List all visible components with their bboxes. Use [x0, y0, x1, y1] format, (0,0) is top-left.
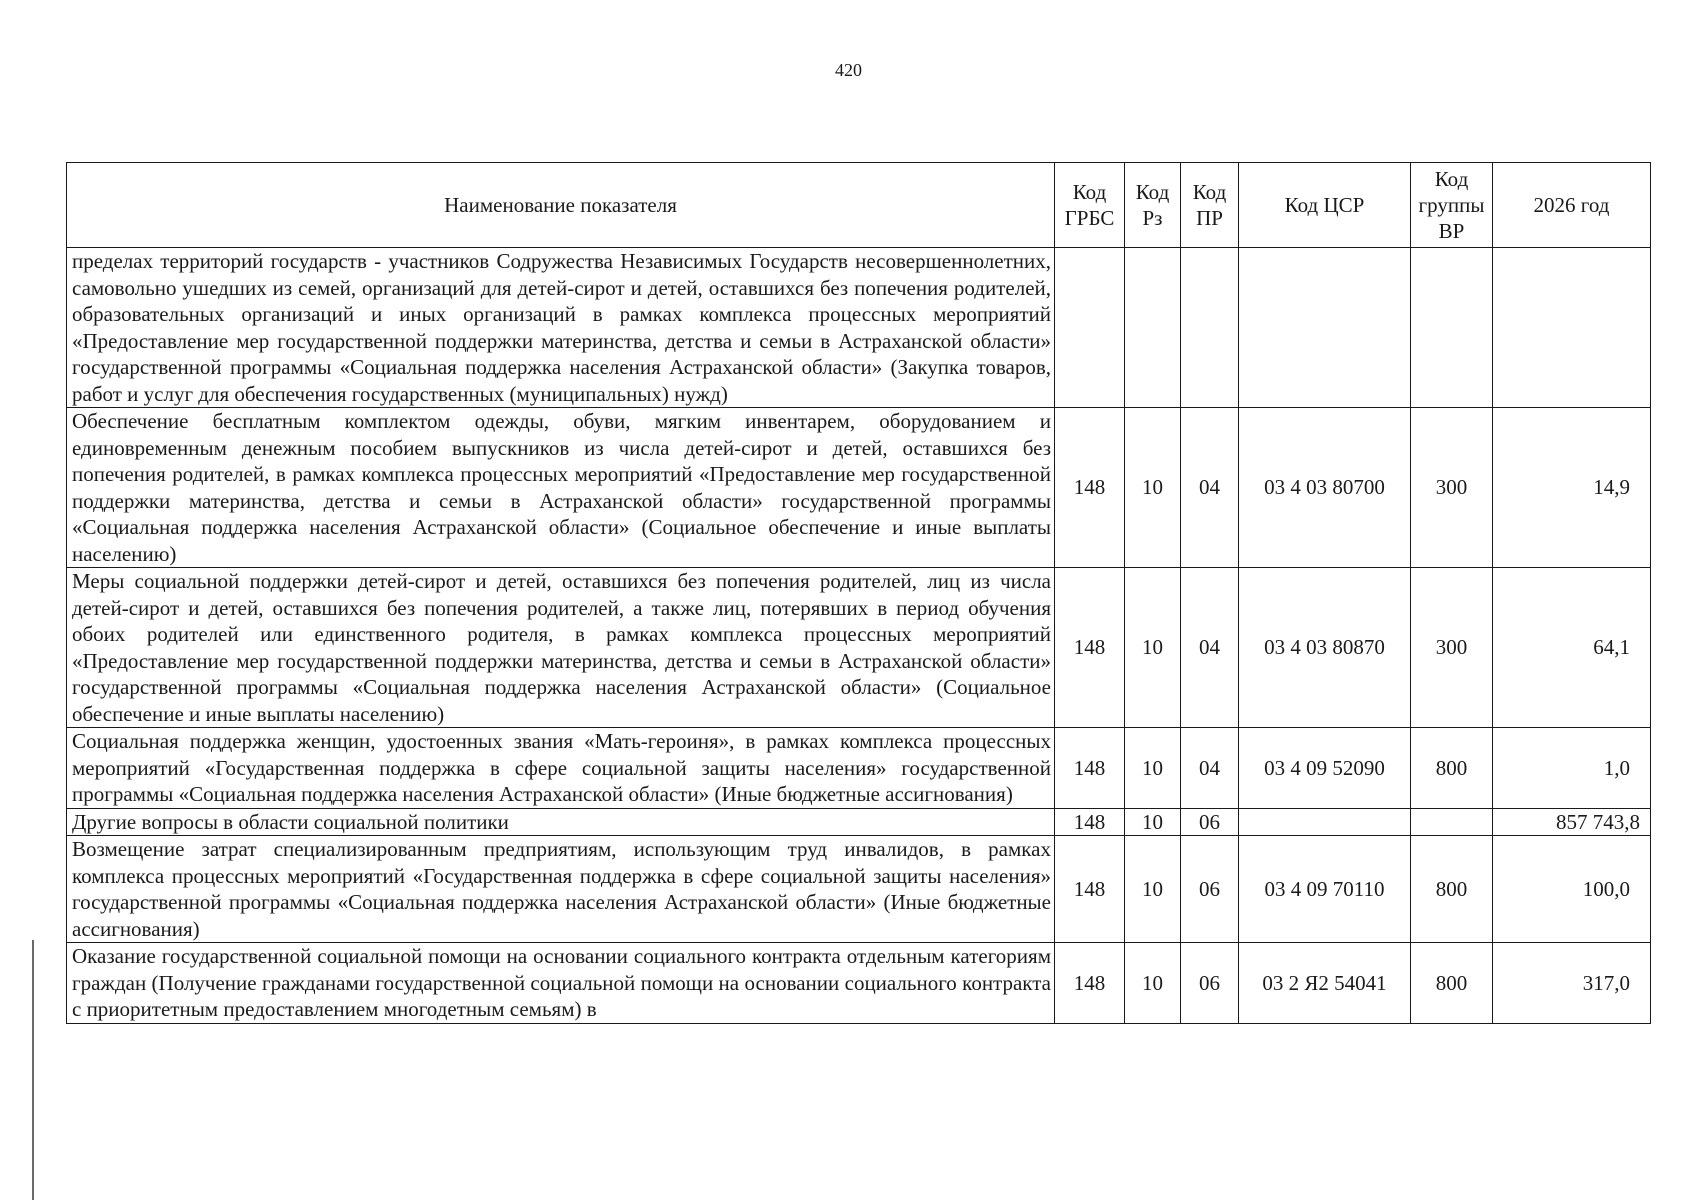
- row-rz-cell: 10: [1125, 808, 1181, 836]
- row-amount-cell: 14,9: [1493, 408, 1651, 568]
- page-number: 420: [835, 60, 862, 80]
- header-csr: Код ЦСР: [1239, 163, 1411, 248]
- row-name-cell: пределах территорий государств - участников Содружества Независимых Государств несовершеннолетних, самовольно ушедших из семей, организаций для детей-сирот и детей, оставшихся без попечения родителей, образовательных организаций и иных организаций в рамках комплекса процессных мероприятий «Предоставление мер государственной поддержки материнства, детства и семьи в Астраханской области» государственной программы «Социальная поддержка населения Астраханской области» (Закупка товаров, работ и услуг для обеспечения государственных (муниципальных) нужд): [67, 248, 1055, 408]
- row-rz-cell: 10: [1125, 728, 1181, 809]
- header-vr: Код группы ВР: [1411, 163, 1493, 248]
- section-name-cell: Другие вопросы в области социальной политики: [67, 808, 1055, 836]
- row-pr-cell: 06: [1181, 808, 1239, 836]
- row-rz-cell: 10: [1125, 408, 1181, 568]
- row-grbs-cell: 148: [1055, 568, 1125, 728]
- row-vr-cell: 800: [1411, 728, 1493, 809]
- row-pr-cell: 04: [1181, 568, 1239, 728]
- section-amount-cell: 857 743,8: [1493, 808, 1651, 836]
- table-row-section: [67, 808, 1651, 836]
- row-name-cell: Социальная поддержка женщин, удостоенных звания «Мать-героиня», в рамках комплекса процессных мероприятий «Государственная поддержка в сфере социальной защиты населения» государственной программы «Социальная поддержка населения Астраханской области» (Иные бюджетные ассигнования): [67, 728, 1055, 809]
- row-vr-cell: 300: [1411, 568, 1493, 728]
- row-csr-cell: 03 4 03 80870: [1239, 568, 1411, 728]
- table-header-row: [67, 163, 1651, 248]
- scan-edge-mark: [32, 940, 34, 1200]
- header-rz: Код Рз: [1125, 163, 1181, 248]
- header-name: Наименование показателя: [67, 163, 1055, 248]
- row-grbs-cell: 148: [1055, 728, 1125, 809]
- row-name-cell: Меры социальной поддержки детей-сирот и детей, оставшихся без попечения родителей, лиц из числа детей-сирот и детей, оставшихся без попечения родителей, а также лиц, потерявших в период обучения обоих родителей или единственного родителя, в рамках комплекса процессных мероприятий «Предоставление мер государственной поддержки материнства, детства и семьи в Астраханской области» государственной программы «Социальная поддержка населения Астраханской области» (Социальное обеспечение и иные выплаты населению): [67, 568, 1055, 728]
- table-row: [67, 728, 1651, 809]
- row-vr-cell: 800: [1411, 943, 1493, 1024]
- table-row: [67, 836, 1651, 943]
- row-vr-cell: 800: [1411, 836, 1493, 943]
- row-rz-cell: [1125, 248, 1181, 408]
- row-rz-cell: 10: [1125, 568, 1181, 728]
- budget-table: [66, 162, 1651, 1024]
- row-amount-cell: 100,0: [1493, 836, 1651, 943]
- row-vr-cell: [1411, 808, 1493, 836]
- row-grbs-cell: [1055, 248, 1125, 408]
- row-csr-cell: [1239, 248, 1411, 408]
- table-row: [67, 568, 1651, 728]
- row-rz-cell: 10: [1125, 836, 1181, 943]
- table-row: [67, 408, 1651, 568]
- row-grbs-cell: 148: [1055, 836, 1125, 943]
- row-pr-cell: 04: [1181, 408, 1239, 568]
- row-grbs-cell: 148: [1055, 408, 1125, 568]
- row-rz-cell: 10: [1125, 943, 1181, 1024]
- row-name-cell: Обеспечение бесплатным комплектом одежды, обуви, мягким инвентарем, оборудованием и единовременным денежным пособием выпускников из числа детей-сирот и детей, оставшихся без попечения родителей, в рамках комплекса процессных мероприятий «Предоставление мер государственной поддержки материнства, детства и семьи в Астраханской области» государственной программы «Социальная поддержка населения Астраханской области» (Социальное обеспечение и иные выплаты населению): [67, 408, 1055, 568]
- row-pr-cell: [1181, 248, 1239, 408]
- row-amount-cell: 317,0: [1493, 943, 1651, 1024]
- row-vr-cell: [1411, 248, 1493, 408]
- header-grbs: Код ГРБС: [1055, 163, 1125, 248]
- row-name-cell: Оказание государственной социальной помощи на основании социального контракта отдельным категориям граждан (Получение гражданами государственной социальной помощи на основании социального контракта с приоритетным предоставлением многодетным семьям) в: [67, 943, 1055, 1024]
- row-pr-cell: 04: [1181, 728, 1239, 809]
- row-vr-cell: 300: [1411, 408, 1493, 568]
- row-grbs-cell: 148: [1055, 943, 1125, 1024]
- row-amount-cell: 1,0: [1493, 728, 1651, 809]
- table-row: [67, 248, 1651, 408]
- row-grbs-cell: 148: [1055, 808, 1125, 836]
- row-csr-cell: 03 4 03 80700: [1239, 408, 1411, 568]
- row-csr-cell: [1239, 808, 1411, 836]
- row-amount-cell: [1493, 248, 1651, 408]
- row-pr-cell: 06: [1181, 943, 1239, 1024]
- row-pr-cell: 06: [1181, 836, 1239, 943]
- row-csr-cell: 03 4 09 52090: [1239, 728, 1411, 809]
- row-amount-cell: 64,1: [1493, 568, 1651, 728]
- row-csr-cell: 03 4 09 70110: [1239, 836, 1411, 943]
- table-row: [67, 943, 1651, 1024]
- header-pr: Код ПР: [1181, 163, 1239, 248]
- row-name-cell: Возмещение затрат специализированным предприятиям, использующим труд инвалидов, в рамках комплекса процессных мероприятий «Государственная поддержка в сфере социальной защиты населения» государственной программы «Социальная поддержка населения Астраханской области» (Иные бюджетные ассигнования): [67, 836, 1055, 943]
- header-year: 2026 год: [1493, 163, 1651, 248]
- row-csr-cell: 03 2 Я2 54041: [1239, 943, 1411, 1024]
